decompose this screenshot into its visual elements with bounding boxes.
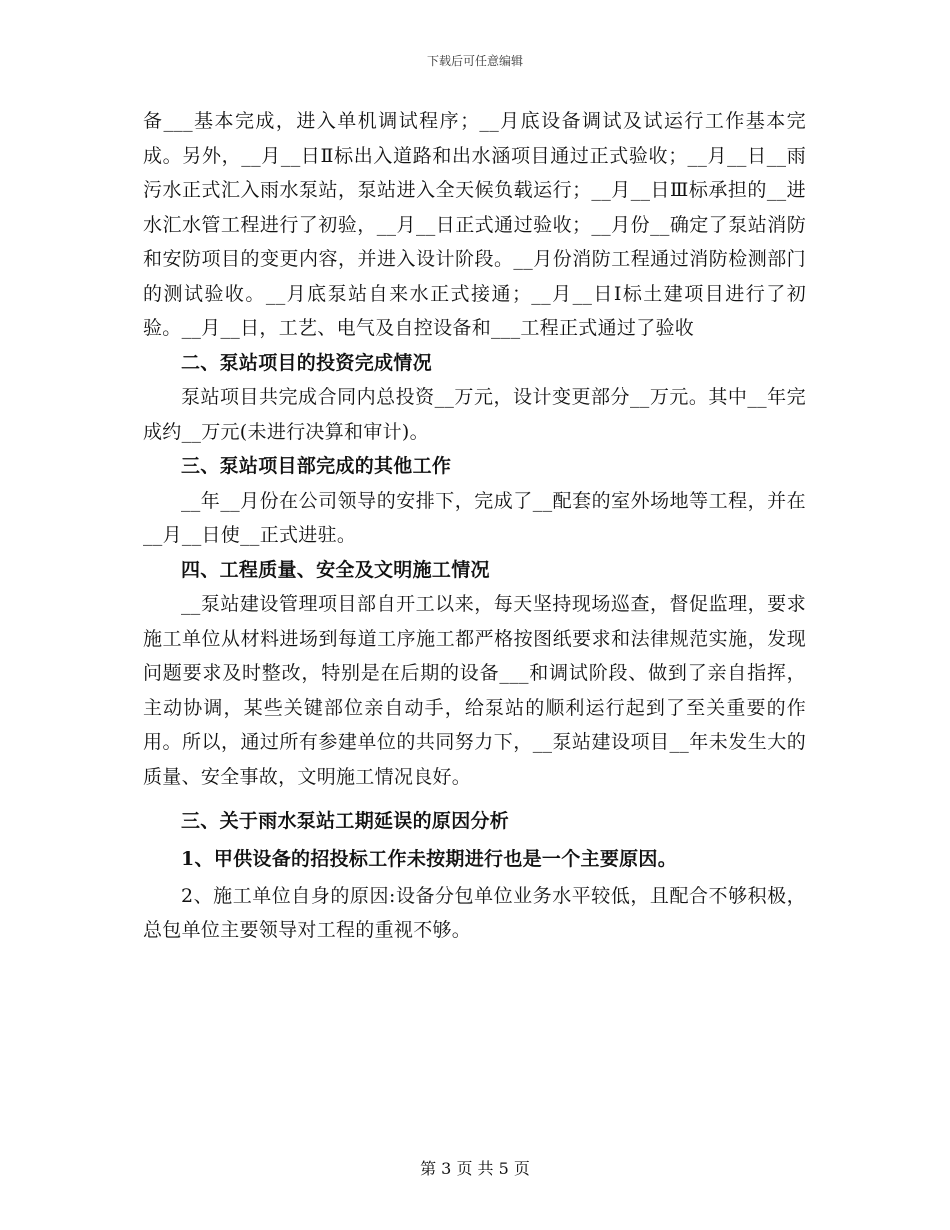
paragraph-reason-two: 2、施工单位自身的原因:设备分包单位业务水平较低，且配合不够积极，总包单位主要领导对工程的重视不够。 [143,884,806,941]
paragraph-other-work: __年__月份在公司领导的安排下，完成了__配套的室外场地等工程，并在__月__日使__正式进驻。 [143,489,806,546]
heading-investment: 二、泵站项目的投资完成情况 [181,351,432,374]
paragraph-progress: 备___基本完成，进入单机调试程序；__月底设备调试及试运行工作基本完成。另外，__月__日Ⅱ标出入道路和出水涵项目通过正式验收；__月__日__雨污水正式汇入雨水泵站，泵站进入全天候负载运行；__月__日Ⅲ标承担的__进水汇水管工程进行了初验，__月__日正式通过验收；__月份__确定了泵站消防和安防项目的变更内容，并进入设计阶段。__月份消防工程通过消防检测部门的测试验收。__月底泵站自来水正式接通；__月__日Ⅰ标土建项目进行了初验。__月__日，工艺、电气及自控设备和___工程正式通过了验收 [143,110,806,339]
page-header-note: 下载后可任意编辑 [426,54,523,68]
heading-reason-one: 1、甲供设备的招投标工作未按期进行也是一个主要原因。 [181,847,678,870]
heading-other-work: 三、泵站项目部完成的其他工作 [181,455,452,477]
document-body [143,104,806,948]
heading-quality-safety: 四、工程质量、安全及文明施工情况 [181,558,490,581]
heading-delay-analysis: 三、关于雨水泵站工期延误的原因分析 [181,810,510,832]
paragraph-investment: 泵站项目共完成合同内总投资__万元，设计变更部分__万元。其中__年完成约__万元(未进行决算和审计)。 [143,386,806,443]
page-number: 第 3 页 共 5 页 [420,1159,530,1178]
paragraph-quality-safety: __泵站建设管理项目部自开工以来，每天坚持现场巡查，督促监理，要求施工单位从材料进场到每道工序施工都严格按图纸要求和法律规范实施，发现问题要求及时整改，特别是在后期的设备___和调试阶段、做到了亲自指挥，主动协调，某些关键部位亲自动手，给泵站的顺利运行起到了至关重要的作用。所以，通过所有参建单位的共同努力下，__泵站建设项目__年未发生大的质量、安全事故，文明施工情况良好。 [143,593,806,788]
